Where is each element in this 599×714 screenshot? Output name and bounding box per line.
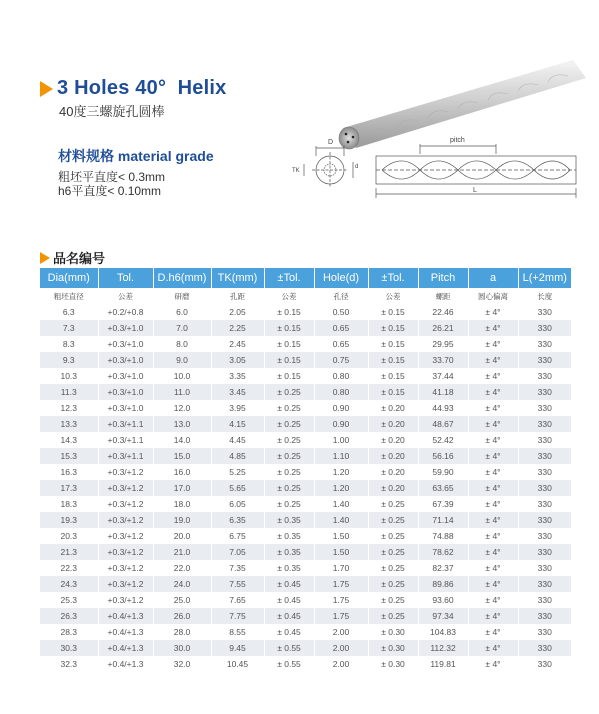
table-cell: 2.00 bbox=[314, 656, 368, 672]
table-cell: 330 bbox=[518, 320, 571, 336]
column-header: Hole(d) bbox=[314, 268, 368, 288]
table-cell: ± 0.15 bbox=[368, 352, 418, 368]
table-cell: 0.50 bbox=[314, 304, 368, 320]
table-cell: 28.0 bbox=[153, 624, 211, 640]
table-cell: 71.14 bbox=[418, 512, 468, 528]
table-cell: 21.3 bbox=[40, 544, 98, 560]
drawing-label-D: D bbox=[328, 139, 334, 146]
table-cell: ± 0.25 bbox=[368, 576, 418, 592]
table-cell: 6.35 bbox=[211, 512, 264, 528]
table-cell: ± 4° bbox=[468, 592, 518, 608]
table-cell: +0.3/+1.2 bbox=[98, 544, 153, 560]
table-cell: 13.3 bbox=[40, 416, 98, 432]
table-cell: +0.3/+1.1 bbox=[98, 448, 153, 464]
table-cell: 6.3 bbox=[40, 304, 98, 320]
table-row bbox=[40, 448, 571, 464]
table-cell: ± 0.55 bbox=[264, 640, 314, 656]
table-cell: ± 0.35 bbox=[264, 528, 314, 544]
table-row bbox=[40, 480, 571, 496]
table-cell: ± 4° bbox=[468, 640, 518, 656]
product-title bbox=[40, 77, 226, 100]
table-cell: 4.85 bbox=[211, 448, 264, 464]
table-cell: 1.75 bbox=[314, 608, 368, 624]
table-cell: 10.0 bbox=[153, 368, 211, 384]
table-cell: +0.3/+1.2 bbox=[98, 592, 153, 608]
table-cell: 37.44 bbox=[418, 368, 468, 384]
table-cell: ± 0.15 bbox=[264, 352, 314, 368]
table-cell: 330 bbox=[518, 624, 571, 640]
table-cell: ± 4° bbox=[468, 576, 518, 592]
table-cell: 330 bbox=[518, 544, 571, 560]
product-title-text: 3 Holes 40° Helix bbox=[57, 77, 227, 99]
straightness-blank-spec: 粗坯平直度< 0.3mm bbox=[58, 170, 166, 184]
column-header-cn: 长度 bbox=[518, 288, 571, 304]
drawing-label-pitch: pitch bbox=[450, 137, 465, 144]
table-cell: ± 0.15 bbox=[368, 320, 418, 336]
table-cell: 7.75 bbox=[211, 608, 264, 624]
table-cell: 11.3 bbox=[40, 384, 98, 400]
table-cell: 18.0 bbox=[153, 496, 211, 512]
table-cell: 330 bbox=[518, 400, 571, 416]
table-cell: 2.00 bbox=[314, 624, 368, 640]
table-cell: 2.00 bbox=[314, 640, 368, 656]
column-header-cn: 圆心偏离 bbox=[468, 288, 518, 304]
column-header: Dia(mm) bbox=[40, 268, 98, 288]
table-cell: 12.3 bbox=[40, 400, 98, 416]
table-cell: 10.3 bbox=[40, 368, 98, 384]
table-cell: 7.05 bbox=[211, 544, 264, 560]
table-cell: ± 4° bbox=[468, 480, 518, 496]
table-cell: 0.90 bbox=[314, 400, 368, 416]
table-cell: ± 0.20 bbox=[368, 448, 418, 464]
table-cell: 5.65 bbox=[211, 480, 264, 496]
table-cell: 15.0 bbox=[153, 448, 211, 464]
table-cell: ± 0.45 bbox=[264, 576, 314, 592]
table-cell: ± 4° bbox=[468, 352, 518, 368]
table-cell: 15.3 bbox=[40, 448, 98, 464]
table-cell: ± 4° bbox=[468, 320, 518, 336]
table-row bbox=[40, 416, 571, 432]
column-header: a bbox=[468, 268, 518, 288]
table-cell: 7.35 bbox=[211, 560, 264, 576]
table-cell: 8.0 bbox=[153, 336, 211, 352]
table-cell: ± 0.30 bbox=[368, 656, 418, 672]
table-cell: 1.40 bbox=[314, 512, 368, 528]
table-cell: +0.3/+1.1 bbox=[98, 432, 153, 448]
table-cell: 78.62 bbox=[418, 544, 468, 560]
table-cell: 26.21 bbox=[418, 320, 468, 336]
table-cell: 4.15 bbox=[211, 416, 264, 432]
table-cell: 7.0 bbox=[153, 320, 211, 336]
table-cell: ± 4° bbox=[468, 656, 518, 672]
table-cell: 0.80 bbox=[314, 384, 368, 400]
table-row bbox=[40, 656, 571, 672]
table-cell: 22.3 bbox=[40, 560, 98, 576]
table-cell: 7.55 bbox=[211, 576, 264, 592]
table-cell: 330 bbox=[518, 528, 571, 544]
table-cell: 330 bbox=[518, 576, 571, 592]
table-cell: 330 bbox=[518, 608, 571, 624]
table-cell: 112.32 bbox=[418, 640, 468, 656]
table-cell: ± 4° bbox=[468, 544, 518, 560]
table-cell: 9.45 bbox=[211, 640, 264, 656]
table-row bbox=[40, 528, 571, 544]
table-row bbox=[40, 384, 571, 400]
table-cell: 0.65 bbox=[314, 320, 368, 336]
table-cell: 22.0 bbox=[153, 560, 211, 576]
table-cell: 1.50 bbox=[314, 544, 368, 560]
table-cell: ± 4° bbox=[468, 448, 518, 464]
table-cell: 82.37 bbox=[418, 560, 468, 576]
table-cell: 330 bbox=[518, 432, 571, 448]
table-cell: +0.3/+1.1 bbox=[98, 416, 153, 432]
table-cell: ± 0.45 bbox=[264, 608, 314, 624]
table-cell: 330 bbox=[518, 448, 571, 464]
table-cell: 17.3 bbox=[40, 480, 98, 496]
technical-drawing bbox=[290, 132, 585, 202]
table-cell: 7.3 bbox=[40, 320, 98, 336]
table-row bbox=[40, 640, 571, 656]
table-cell: 25.0 bbox=[153, 592, 211, 608]
table-cell: 8.55 bbox=[211, 624, 264, 640]
table-cell: 1.75 bbox=[314, 592, 368, 608]
table-cell: ± 0.15 bbox=[368, 336, 418, 352]
table-cell: 52.42 bbox=[418, 432, 468, 448]
table-cell: ± 4° bbox=[468, 560, 518, 576]
table-row bbox=[40, 464, 571, 480]
table-cell: +0.3/+1.2 bbox=[98, 512, 153, 528]
table-row bbox=[40, 400, 571, 416]
table-cell: ± 4° bbox=[468, 432, 518, 448]
table-cell: 21.0 bbox=[153, 544, 211, 560]
table-cell: ± 4° bbox=[468, 608, 518, 624]
table-cell: 2.25 bbox=[211, 320, 264, 336]
table-row bbox=[40, 304, 571, 320]
column-header: L(+2mm) bbox=[518, 268, 571, 288]
orange-triangle-icon bbox=[40, 81, 53, 97]
table-cell: +0.4/+1.3 bbox=[98, 656, 153, 672]
product-subtitle-cn: 40度三螺旋孔圆棒 bbox=[59, 104, 165, 119]
table-cell: 1.75 bbox=[314, 576, 368, 592]
table-cell: ± 0.25 bbox=[368, 560, 418, 576]
table-cell: ± 0.25 bbox=[264, 496, 314, 512]
table-cell: 3.35 bbox=[211, 368, 264, 384]
table-cell: ± 0.25 bbox=[368, 544, 418, 560]
table-cell: ± 0.25 bbox=[368, 496, 418, 512]
orange-triangle-icon bbox=[40, 252, 50, 264]
table-row bbox=[40, 336, 571, 352]
table-cell: +0.3/+1.0 bbox=[98, 368, 153, 384]
column-header-cn: 孔径 bbox=[314, 288, 368, 304]
column-header: D.h6(mm) bbox=[153, 268, 211, 288]
table-cell: 10.45 bbox=[211, 656, 264, 672]
table-cell: 44.93 bbox=[418, 400, 468, 416]
table-cell: ± 4° bbox=[468, 384, 518, 400]
table-cell: ± 0.15 bbox=[264, 336, 314, 352]
table-cell: 20.3 bbox=[40, 528, 98, 544]
product-list-heading bbox=[40, 248, 105, 267]
table-cell: ± 0.35 bbox=[264, 544, 314, 560]
table-cell: 12.0 bbox=[153, 400, 211, 416]
table-cell: 0.75 bbox=[314, 352, 368, 368]
table-cell: ± 0.15 bbox=[264, 368, 314, 384]
table-cell: ± 0.30 bbox=[368, 624, 418, 640]
table-row bbox=[40, 576, 571, 592]
table-row bbox=[40, 368, 571, 384]
column-header: Tol. bbox=[98, 268, 153, 288]
table-cell: 14.0 bbox=[153, 432, 211, 448]
table-row bbox=[40, 544, 571, 560]
table-cell: +0.3/+1.2 bbox=[98, 576, 153, 592]
table-cell: 30.3 bbox=[40, 640, 98, 656]
table-cell: ± 4° bbox=[468, 464, 518, 480]
table-cell: 89.86 bbox=[418, 576, 468, 592]
table-cell: ± 0.20 bbox=[368, 400, 418, 416]
table-cell: 13.0 bbox=[153, 416, 211, 432]
table-cell: 330 bbox=[518, 496, 571, 512]
table-cell: ± 0.25 bbox=[368, 592, 418, 608]
table-cell: ± 4° bbox=[468, 528, 518, 544]
table-cell: ± 0.55 bbox=[264, 656, 314, 672]
table-body bbox=[40, 304, 571, 672]
table-row bbox=[40, 496, 571, 512]
drawing-label-L: L bbox=[473, 187, 477, 194]
table-cell: ± 0.15 bbox=[264, 320, 314, 336]
table-cell: 1.20 bbox=[314, 480, 368, 496]
column-header: ±Tol. bbox=[368, 268, 418, 288]
table-cell: ± 0.30 bbox=[368, 640, 418, 656]
table-cell: ± 0.25 bbox=[264, 400, 314, 416]
table-cell: 8.3 bbox=[40, 336, 98, 352]
table-cell: 5.25 bbox=[211, 464, 264, 480]
table-cell: ± 0.45 bbox=[264, 592, 314, 608]
table-cell: 6.75 bbox=[211, 528, 264, 544]
table-cell: ± 0.25 bbox=[368, 528, 418, 544]
table-cell: ± 4° bbox=[468, 400, 518, 416]
table-cell: 6.0 bbox=[153, 304, 211, 320]
table-cell: 104.83 bbox=[418, 624, 468, 640]
table-cell: ± 0.45 bbox=[264, 624, 314, 640]
table-cell: ± 4° bbox=[468, 368, 518, 384]
table-cell: ± 0.25 bbox=[264, 384, 314, 400]
table-cell: ± 0.25 bbox=[264, 432, 314, 448]
table-cell: ± 4° bbox=[468, 512, 518, 528]
table-cell: 1.20 bbox=[314, 464, 368, 480]
table-cell: 2.45 bbox=[211, 336, 264, 352]
table-cell: 9.3 bbox=[40, 352, 98, 368]
table-row bbox=[40, 320, 571, 336]
table-header-cn-row bbox=[40, 288, 571, 304]
table-cell: +0.3/+1.0 bbox=[98, 336, 153, 352]
table-cell: 97.34 bbox=[418, 608, 468, 624]
material-grade-title: 材料规格 material grade bbox=[58, 148, 214, 164]
table-cell: 19.3 bbox=[40, 512, 98, 528]
table-cell: 7.65 bbox=[211, 592, 264, 608]
table-row bbox=[40, 592, 571, 608]
table-cell: ± 4° bbox=[468, 624, 518, 640]
column-header: ±Tol. bbox=[264, 268, 314, 288]
table-cell: 24.0 bbox=[153, 576, 211, 592]
table-row bbox=[40, 608, 571, 624]
table-cell: 56.16 bbox=[418, 448, 468, 464]
table-cell: ± 0.15 bbox=[264, 304, 314, 320]
column-header: TK(mm) bbox=[211, 268, 264, 288]
table-cell: 0.90 bbox=[314, 416, 368, 432]
table-cell: +0.3/+1.0 bbox=[98, 384, 153, 400]
column-header-cn: 公差 bbox=[98, 288, 153, 304]
table-cell: 1.50 bbox=[314, 528, 368, 544]
table-cell: ± 0.25 bbox=[368, 608, 418, 624]
table-cell: ± 0.25 bbox=[264, 464, 314, 480]
table-cell: 0.80 bbox=[314, 368, 368, 384]
table-cell: 93.60 bbox=[418, 592, 468, 608]
table-cell: +0.3/+1.0 bbox=[98, 400, 153, 416]
table-cell: +0.3/+1.2 bbox=[98, 464, 153, 480]
table-cell: +0.3/+1.2 bbox=[98, 480, 153, 496]
table-cell: 0.65 bbox=[314, 336, 368, 352]
table-cell: 67.39 bbox=[418, 496, 468, 512]
table-cell: ± 0.25 bbox=[264, 448, 314, 464]
table-cell: 22.46 bbox=[418, 304, 468, 320]
table-cell: 330 bbox=[518, 336, 571, 352]
table-cell: 330 bbox=[518, 464, 571, 480]
column-header-cn: 公差 bbox=[368, 288, 418, 304]
table-cell: 1.40 bbox=[314, 496, 368, 512]
table-cell: +0.3/+1.0 bbox=[98, 352, 153, 368]
table-cell: 24.3 bbox=[40, 576, 98, 592]
table-cell: 1.00 bbox=[314, 432, 368, 448]
table-cell: +0.3/+1.2 bbox=[98, 496, 153, 512]
table-cell: 330 bbox=[518, 416, 571, 432]
table-cell: 330 bbox=[518, 304, 571, 320]
table-cell: 74.88 bbox=[418, 528, 468, 544]
table-cell: 330 bbox=[518, 480, 571, 496]
table-cell: +0.4/+1.3 bbox=[98, 608, 153, 624]
table-cell: 14.3 bbox=[40, 432, 98, 448]
table-row bbox=[40, 560, 571, 576]
table-row bbox=[40, 624, 571, 640]
table-cell: ± 0.15 bbox=[368, 304, 418, 320]
table-cell: ± 0.20 bbox=[368, 416, 418, 432]
table-cell: ± 0.25 bbox=[264, 416, 314, 432]
table-row bbox=[40, 512, 571, 528]
table-cell: +0.4/+1.3 bbox=[98, 640, 153, 656]
column-header: Pitch bbox=[418, 268, 468, 288]
table-cell: ± 4° bbox=[468, 416, 518, 432]
table-cell: 20.0 bbox=[153, 528, 211, 544]
table-cell: 119.81 bbox=[418, 656, 468, 672]
table-cell: 59.90 bbox=[418, 464, 468, 480]
drawing-label-TK: TK bbox=[292, 168, 300, 174]
table-cell: ± 0.25 bbox=[368, 512, 418, 528]
product-list-title: 品名编号 bbox=[53, 251, 106, 266]
table-cell: 330 bbox=[518, 352, 571, 368]
table-cell: 28.3 bbox=[40, 624, 98, 640]
table-cell: ± 4° bbox=[468, 496, 518, 512]
table-cell: 3.95 bbox=[211, 400, 264, 416]
table-cell: 48.67 bbox=[418, 416, 468, 432]
table-cell: 26.3 bbox=[40, 608, 98, 624]
table-cell: 32.0 bbox=[153, 656, 211, 672]
column-header-cn: 螺距 bbox=[418, 288, 468, 304]
table-cell: 18.3 bbox=[40, 496, 98, 512]
product-spec-table bbox=[40, 268, 571, 672]
table-cell: ± 0.15 bbox=[368, 368, 418, 384]
table-cell: 25.3 bbox=[40, 592, 98, 608]
table-header-row bbox=[40, 268, 571, 288]
table-cell: 17.0 bbox=[153, 480, 211, 496]
table-cell: ± 4° bbox=[468, 304, 518, 320]
table-cell: 330 bbox=[518, 656, 571, 672]
table-cell: 3.05 bbox=[211, 352, 264, 368]
table-cell: ± 0.15 bbox=[368, 384, 418, 400]
drawing-label-d: d bbox=[355, 164, 359, 170]
table-cell: 9.0 bbox=[153, 352, 211, 368]
table-row bbox=[40, 432, 571, 448]
table-cell: +0.3/+1.0 bbox=[98, 320, 153, 336]
table-cell: 330 bbox=[518, 640, 571, 656]
table-cell: 1.10 bbox=[314, 448, 368, 464]
table-cell: 16.3 bbox=[40, 464, 98, 480]
table-cell: 33.70 bbox=[418, 352, 468, 368]
table-cell: 16.0 bbox=[153, 464, 211, 480]
table-cell: 6.05 bbox=[211, 496, 264, 512]
column-header-cn: 研磨 bbox=[153, 288, 211, 304]
table-cell: ± 0.25 bbox=[264, 480, 314, 496]
table-cell: 330 bbox=[518, 512, 571, 528]
table-row bbox=[40, 352, 571, 368]
table-cell: +0.4/+1.3 bbox=[98, 624, 153, 640]
table-cell: 4.45 bbox=[211, 432, 264, 448]
table-cell: +0.2/+0.8 bbox=[98, 304, 153, 320]
table-cell: 41.18 bbox=[418, 384, 468, 400]
table-cell: ± 0.35 bbox=[264, 512, 314, 528]
straightness-h6-spec: h6平直度< 0.10mm bbox=[58, 184, 162, 198]
table-cell: ± 4° bbox=[468, 336, 518, 352]
table-cell: 29.95 bbox=[418, 336, 468, 352]
table-cell: 32.3 bbox=[40, 656, 98, 672]
table-cell: 26.0 bbox=[153, 608, 211, 624]
table-cell: 2.05 bbox=[211, 304, 264, 320]
table-cell: 19.0 bbox=[153, 512, 211, 528]
table-cell: 330 bbox=[518, 368, 571, 384]
table-cell: 330 bbox=[518, 384, 571, 400]
table-cell: ± 0.20 bbox=[368, 464, 418, 480]
column-header-cn: 公差 bbox=[264, 288, 314, 304]
table-cell: ± 0.20 bbox=[368, 480, 418, 496]
table-cell: +0.3/+1.2 bbox=[98, 560, 153, 576]
table-cell: 330 bbox=[518, 560, 571, 576]
column-header-cn: 孔距 bbox=[211, 288, 264, 304]
table-cell: 11.0 bbox=[153, 384, 211, 400]
column-header-cn: 粗坯直径 bbox=[40, 288, 98, 304]
table-cell: ± 0.20 bbox=[368, 432, 418, 448]
table-cell: ± 0.35 bbox=[264, 560, 314, 576]
table-cell: 1.70 bbox=[314, 560, 368, 576]
table-cell: 330 bbox=[518, 592, 571, 608]
table-cell: 63.65 bbox=[418, 480, 468, 496]
table-cell: 30.0 bbox=[153, 640, 211, 656]
table-cell: +0.3/+1.2 bbox=[98, 528, 153, 544]
table-cell: 3.45 bbox=[211, 384, 264, 400]
